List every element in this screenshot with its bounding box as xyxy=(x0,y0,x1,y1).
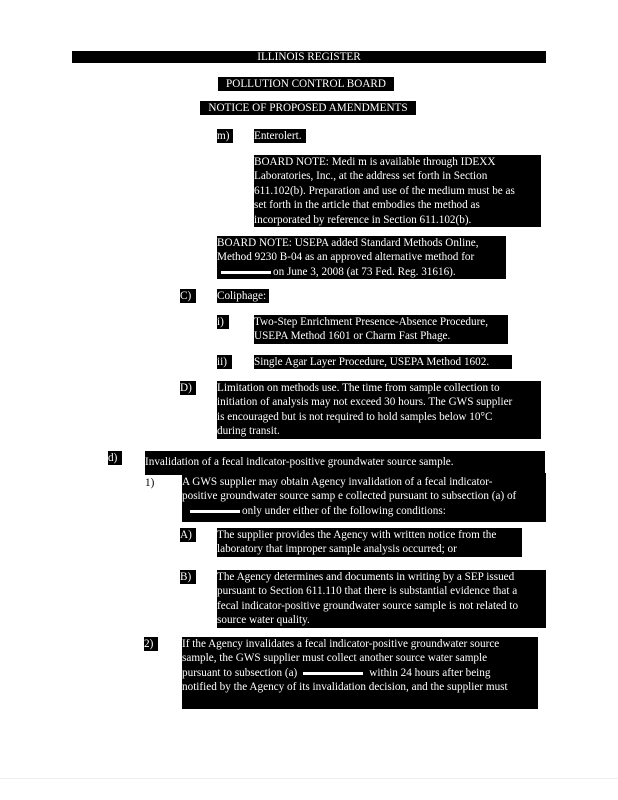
item-m-label: m) xyxy=(217,129,233,143)
item-Cii-text: Single Agar Layer Procedure, USEPA Method 1602. xyxy=(254,355,512,369)
item-C-label: C) xyxy=(180,289,196,303)
register-title: ILLINOIS REGISTER xyxy=(72,51,546,63)
item-d-text: Invalidation of a fecal indicator-positive groundwater source sample. xyxy=(145,451,545,475)
item-C-text: Coliphage: xyxy=(217,289,269,303)
item-A-label: A) xyxy=(180,528,196,542)
board-title: POLLUTION CONTROL BOARD xyxy=(218,77,394,91)
item-d2-label: 2) xyxy=(144,637,158,651)
item-A-text: The supplier provides the Agency with written notice from the laboratory that improper sample analysis occurred; or xyxy=(217,528,522,557)
item-Ci-text: Two-Step Enrichment Presence-Absence Procedure, USEPA Method 1601 or Charm Fast Phage. xyxy=(254,315,508,344)
item-m-text: Enterolert. xyxy=(254,129,306,143)
item-B-label: B) xyxy=(180,570,196,584)
board-note-usepa: BOARD NOTE: USEPA added Standard Methods Online, Method 9230 B-04 as an approved alternative method for on June 3, 2008 (at 73 Fed. Reg. 31616). xyxy=(217,236,506,279)
notice-title: NOTICE OF PROPOSED AMENDMENTS xyxy=(200,101,416,115)
item-D-label: D) xyxy=(180,381,196,395)
item-d1-label: 1) xyxy=(145,477,155,489)
redaction-mark xyxy=(221,271,271,274)
redaction-mark xyxy=(190,510,240,513)
item-Ci-label: i) xyxy=(217,315,229,329)
item-B-text: The Agency determines and documents in writing by a SEP issued pursuant to Section 611.110 that there is substantial evidence that a fecal indicator-positive groundwater source sample is not related to source water quality. xyxy=(217,570,546,628)
item-d1-text: A GWS supplier may obtain Agency invalidation of a fecal indicator- positive groundwater source samp e collected pursuant to subsection (a) of only under either of the following conditions: xyxy=(182,473,546,522)
item-D-text: Limitation on methods use. The time from sample collection to initiation of analysis may not exceed 30 hours. The GWS supplier is encouraged but is not required to hold samples below 10°C during transit. xyxy=(217,381,541,439)
item-d2-text: If the Agency invalidates a fecal indicator-positive groundwater source sample, the GWS supplier must collect another source water sample pursuant to subsection (a) within 24 hours after being notified by the Agency of its invalidation decision, and the supplier must xyxy=(182,637,538,709)
item-d-label: d) xyxy=(108,451,122,465)
item-Cii-label: ii) xyxy=(217,355,232,369)
redaction-mark xyxy=(303,672,363,675)
redacted-line-d2: pursuant to subsection (a) within 24 hours after being xyxy=(182,666,491,679)
redacted-line: on June 3, 2008 (at 73 Fed. Reg. 31616). xyxy=(217,265,506,279)
page-bottom-edge xyxy=(0,778,618,779)
redacted-line-d1: only under either of the following conditions: xyxy=(182,504,546,518)
board-note-medium: BOARD NOTE: Medi m is available through IDEXX Laboratories, Inc., at the address set forth in Section 611.102(b). Preparation and use of the medium must be as set forth in the article that embodies the method as incorporated by reference in Section 611.102(b). xyxy=(254,155,541,227)
